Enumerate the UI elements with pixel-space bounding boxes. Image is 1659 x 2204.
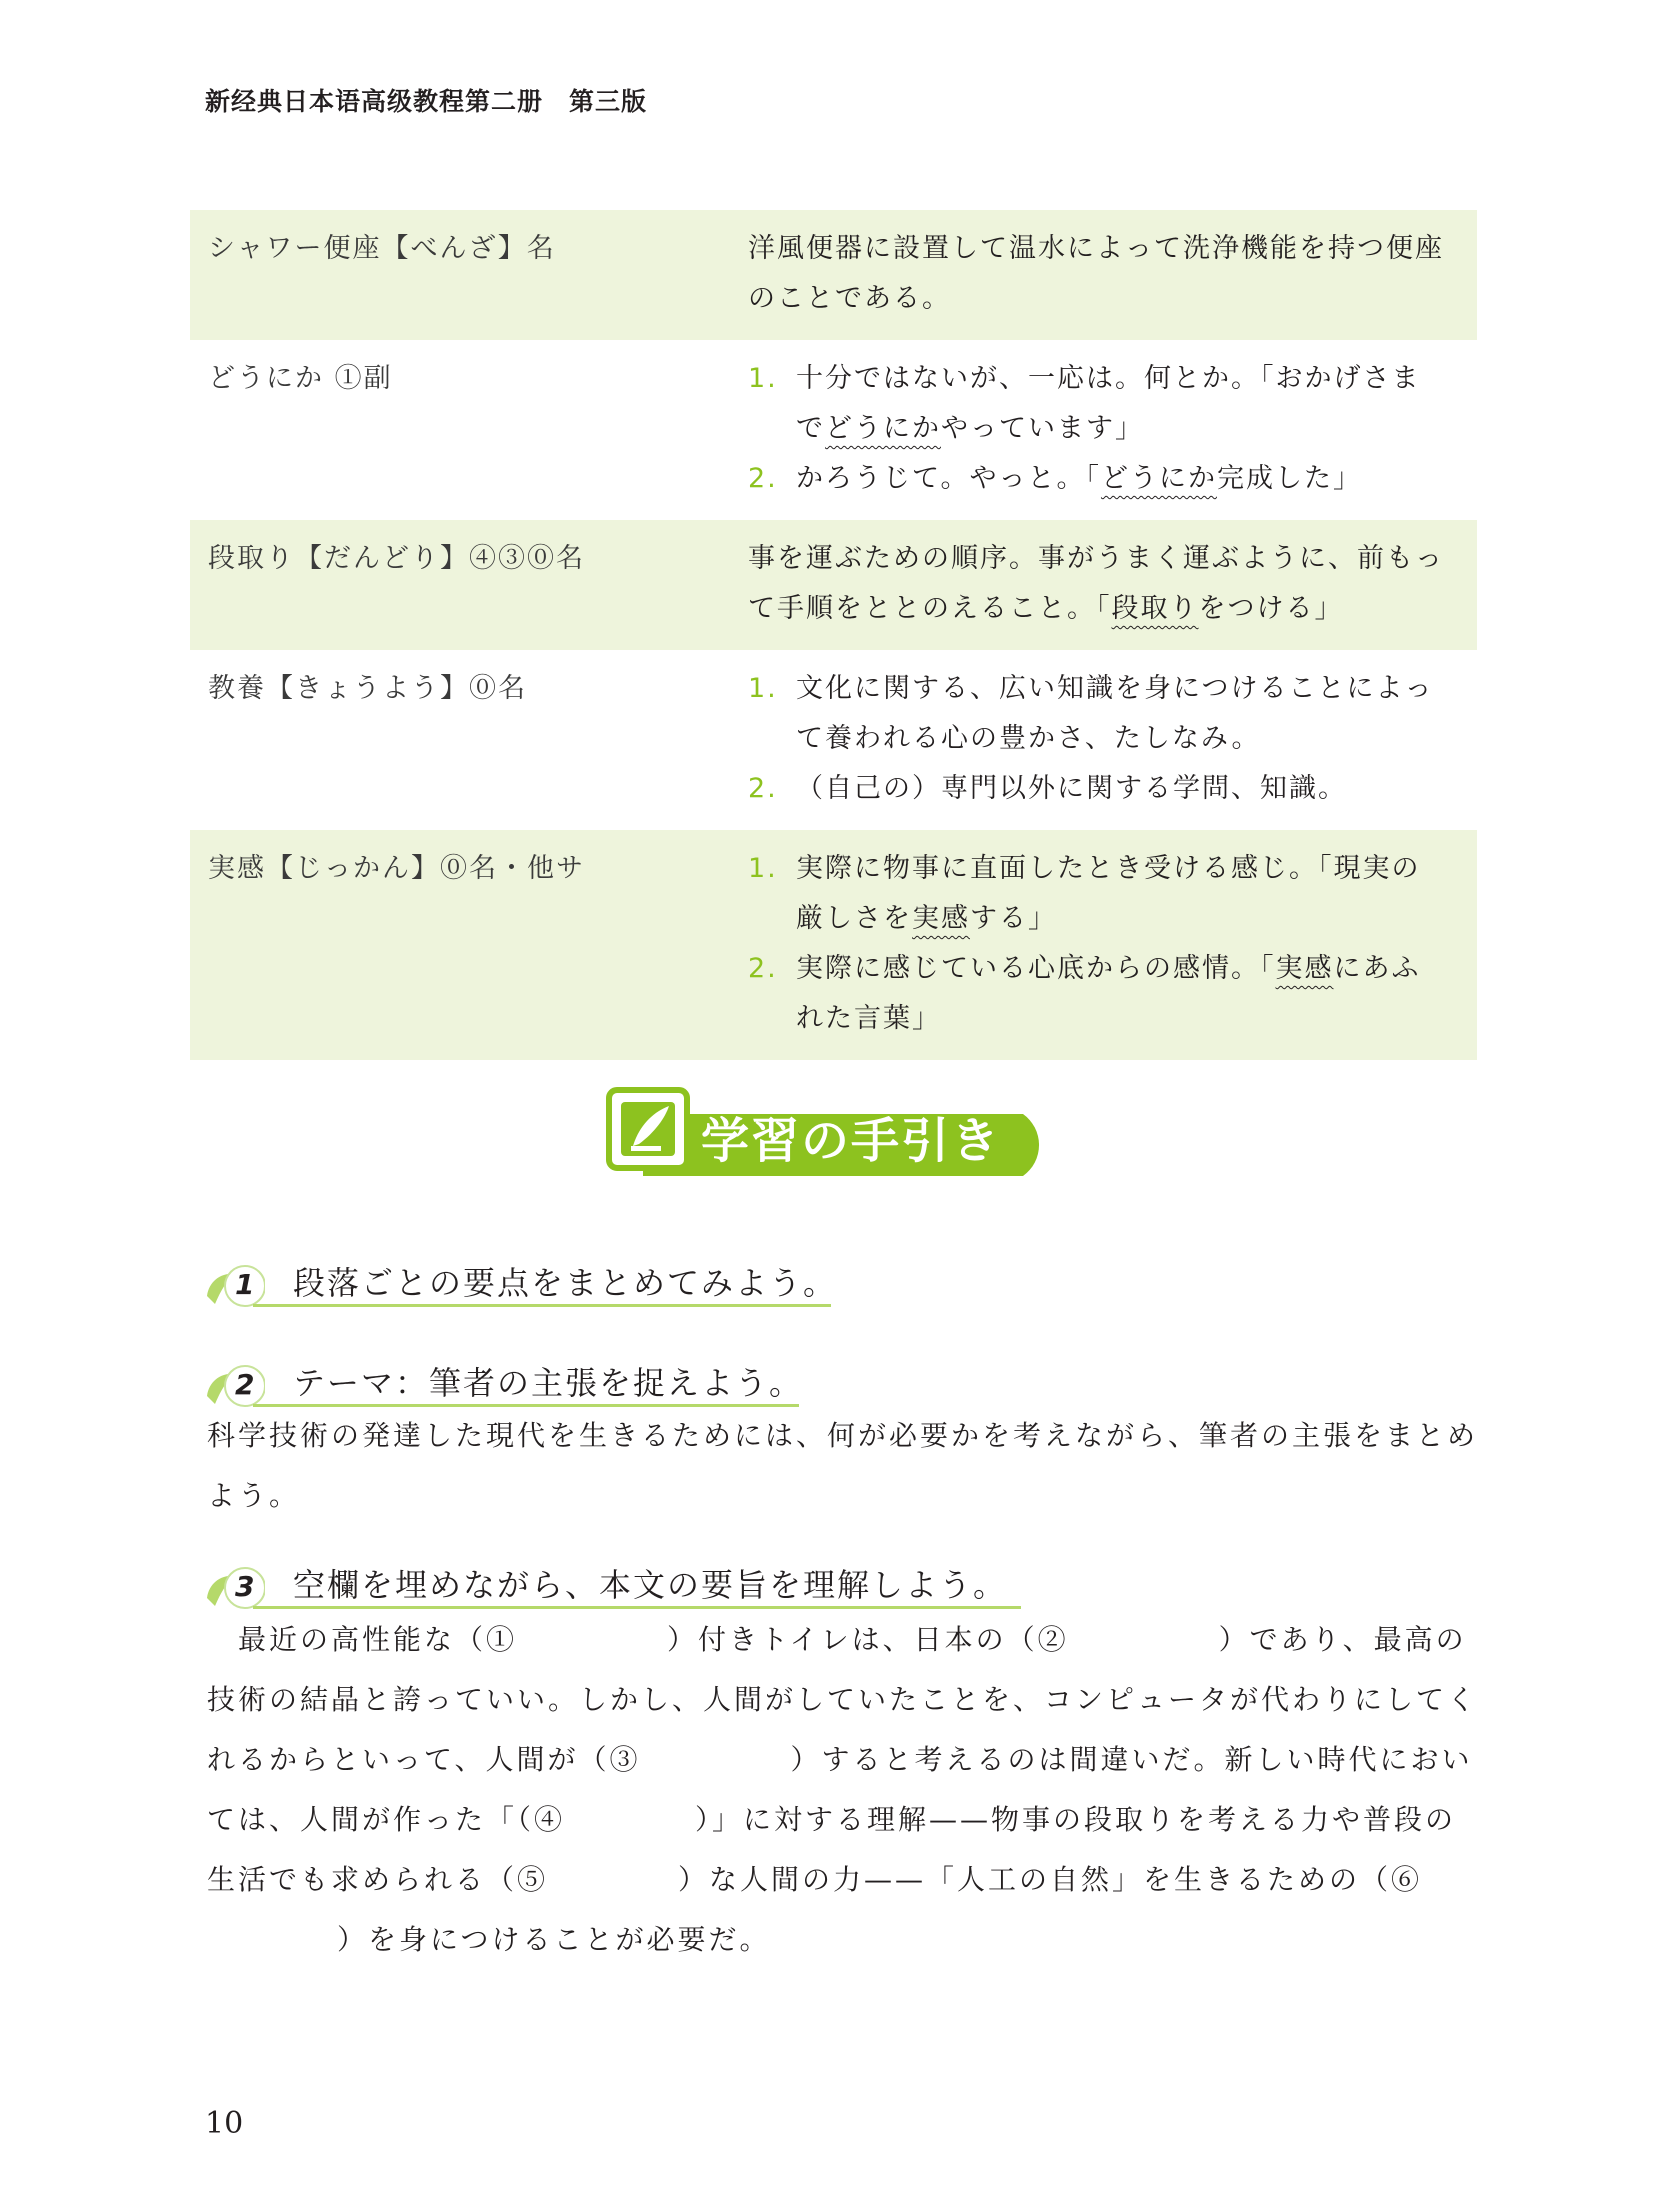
task-number-badge: 3 [205, 1562, 265, 1612]
definition-text: かろうじて。やっと。「どうにか完成した」 [796, 463, 1362, 494]
definition-text: 実際に感じている心底からの感情。「実感にあふれた言葉」 [796, 953, 1421, 1034]
definition-text: 文化に関する、広い知識を身につけることによって養われる心の豊かさ、たしなみ。 [796, 673, 1434, 754]
vocabulary-table [190, 210, 1477, 1060]
vocab-row [190, 210, 1477, 340]
example-word: 実感 [1275, 953, 1334, 984]
vocab-row [190, 830, 1477, 1060]
definition-text: 事を運ぶための順序。事がうまく運ぶように、前もって手順をととのえること。「段取りをつける」 [748, 543, 1444, 624]
definition-number: 2. [748, 953, 778, 984]
vocab-term: 教養【きょうよう】⓪名 [208, 673, 527, 704]
title-underline [253, 1304, 831, 1307]
vocab-row [190, 650, 1477, 830]
task-title: 段落ごとの要点をまとめてみよう。 [293, 1264, 838, 1302]
book-header-title: 新经典日本语高级教程第二册 第三版 [205, 87, 648, 116]
vocab-definition [748, 224, 1448, 324]
definition-number: 1. [748, 363, 778, 394]
vocab-term: 段取り【だんどり】④③⓪名 [208, 543, 585, 574]
vocab-row [190, 520, 1477, 650]
example-word: 段取り [1111, 593, 1199, 624]
vocab-term: シャワー便座【べんざ】名 [208, 233, 556, 264]
vocab-term: どうにか ①副 [208, 363, 393, 394]
example-word: どうにか [825, 413, 941, 444]
vocab-definition [748, 664, 1448, 814]
task-number-badge: 1 [205, 1260, 265, 1310]
definition-number: 2. [748, 773, 778, 804]
vocab-definition [748, 844, 1448, 1044]
vocab-row [190, 340, 1477, 520]
definition-text: 十分ではないが、一応は。何とか。「おかげさまでどうにかやっています」 [796, 363, 1421, 444]
definition-number: 2. [748, 463, 778, 494]
definition-text: 洋風便器に設置して温水によって洗浄機能を持つ便座のことである。 [748, 233, 1444, 314]
definition-text: 実際に物事に直面したとき受ける感じ。「現実の厳しさを実感する」 [796, 853, 1421, 934]
page-number: 10 [205, 2106, 244, 2141]
task-3-body: 最近の高性能な（① ）付きトイレは、日本の（② ）であり、最高の技術の結晶と誇っていい。しかし、人間がしていたことを、コンピュータが代わりにしてくれるからといって、人間が（③ ）すると考えるのは間違いだ。新しい時代においては、人間が作った「（④ ）」に対する理解——物事の段取りを考える力や普段の生活でも求められる（⑤ ）な人間の力——「人工の自然」を生きるための（⑥）を身につけることが必要だ。 [207, 1623, 1479, 1956]
feather-pen-icon [603, 1084, 693, 1174]
title-underline [253, 1606, 1021, 1609]
definition-number: 1. [748, 673, 778, 704]
task-2-body: 科学技術の発達した現代を生きるためには、何が必要かを考えながら、筆者の主張をまとめよう。 [207, 1419, 1479, 1512]
vocab-definition [748, 354, 1448, 504]
definition-text: （自己の）専門以外に関する学問、知識。 [796, 773, 1347, 804]
example-word: どうにか [1100, 463, 1217, 494]
study-guide-banner [603, 1084, 1063, 1184]
vocab-definition [748, 534, 1448, 634]
banner-title: 学習の手引き [701, 1113, 1002, 1169]
task-number-badge: 2 [205, 1360, 265, 1410]
task-title: テーマ：筆者の主張を捉えよう。 [293, 1364, 804, 1402]
task-title: 空欄を埋めながら、本文の要旨を理解しよう。 [293, 1566, 1008, 1604]
vocab-term: 実感【じっかん】⓪名・他サ [208, 853, 585, 884]
definition-number: 1. [748, 853, 778, 884]
example-word: 実感 [912, 903, 970, 934]
